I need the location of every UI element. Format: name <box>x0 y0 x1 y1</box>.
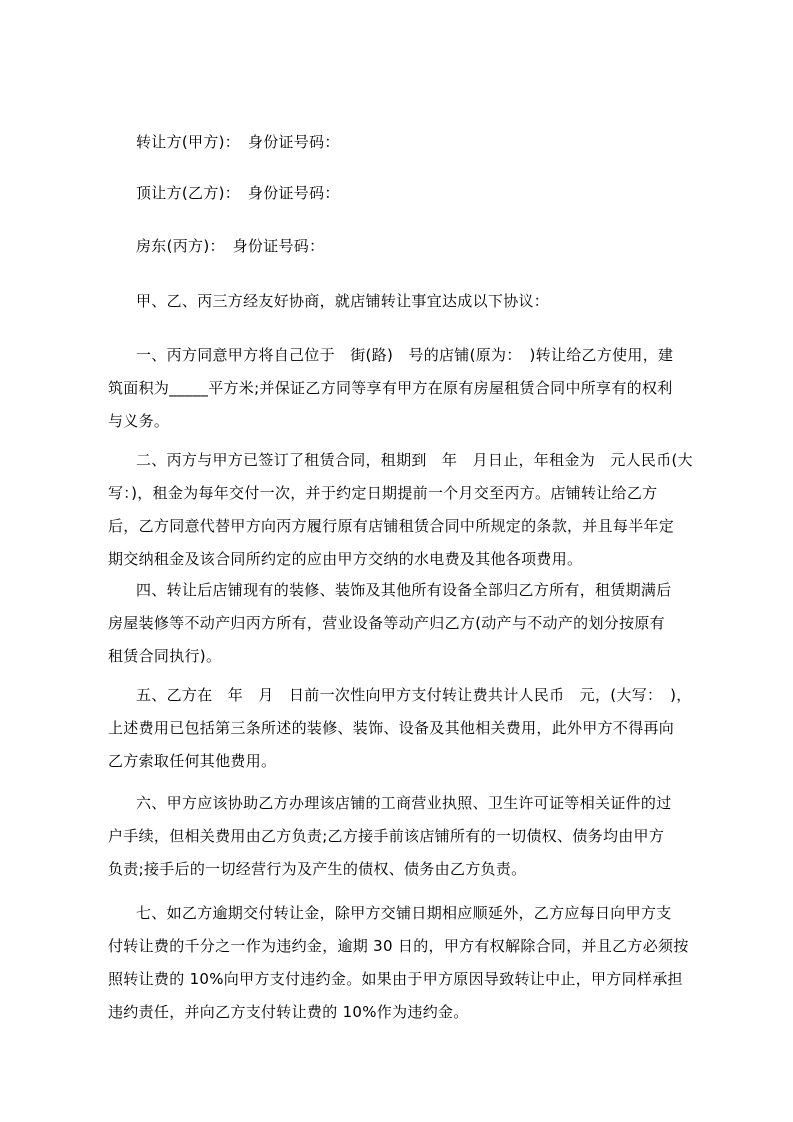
clause-7-line-3: 照转让费的 10%向甲方支付违约金。如果由于甲方原因导致转让中止，甲方同样承担 <box>108 970 683 988</box>
clause-6-line-1: 六、甲方应该协助乙方办理该店铺的工商营业执照、卫生许可证等相关证件的过 <box>136 794 672 812</box>
transferee-line: 顶让方(乙方)： 身份证号码： <box>136 184 340 202</box>
clause-1-line-2: 筑面积为_____平方米;并保证乙方同等享有甲方在原有房屋租赁合同中所享有的权利 <box>108 379 673 397</box>
clause-7 <box>108 903 700 1035</box>
clause-2-line-1: 二、丙方与甲方已签订了租赁合同，租期到 年 月日止，年租金为 元人民币(大 <box>136 451 693 469</box>
clause-7-line-4: 违约责任，并向乙方支付转让费的 10%作为违约金。 <box>108 1003 469 1021</box>
clause-4-line-1: 四、转让后店铺现有的装修、装饰及其他所有设备全部归乙方所有，租赁期满后 <box>136 581 672 599</box>
intro-line: 甲、乙、丙三方经友好协商，就店铺转让事宜达成以下协议： <box>136 292 550 310</box>
clause-1-line-1: 一、丙方同意甲方将自己位于 街(路) 号的店铺(原为： )转让给乙方使用，建 <box>136 346 674 364</box>
transferor-line: 转让方(甲方)： 身份证号码： <box>136 133 340 151</box>
clause-2-line-4: 期交纳租金及该合同所约定的应由甲方交纳的水电费及其他各项费用。 <box>108 550 583 568</box>
clause-5-line-3: 乙方索取任何其他费用。 <box>108 752 277 770</box>
clause-7-line-2: 付转让费的千分之一作为违约金，逾期 30 日的，甲方有权解除合同，并且乙方必须按 <box>108 937 689 955</box>
clause-2-line-2: 写：)，租金为每年交付一次，并于约定日期提前一个月交至丙方。店铺转让给乙方 <box>108 484 658 502</box>
clause-5 <box>108 685 700 784</box>
clause-5-line-1: 五、乙方在 年 月 日前一次性向甲方支付转让费共计人民币 元，(大写： )， <box>136 686 692 704</box>
clause-6 <box>108 793 700 892</box>
clause-4-line-3: 租赁合同执行)。 <box>108 647 222 665</box>
clause-5-line-2: 上述费用已包括第三条所述的装修、装饰、设备及其他相关费用，此外甲方不得再向 <box>108 719 675 737</box>
clause-4-line-2: 房屋装修等不动产归丙方所有，营业设备等动产归乙方(动产与不动产的划分按原有 <box>108 614 665 632</box>
clause-1 <box>108 345 700 444</box>
clause-4 <box>108 580 700 679</box>
landlord-line: 房东(丙方)： 身份证号码： <box>136 237 325 255</box>
clause-1-line-3: 与义务。 <box>108 412 170 430</box>
clause-2-line-3: 后，乙方同意代替甲方向丙方履行原有店铺租赁合同中所规定的条款，并且每半年定 <box>108 517 675 535</box>
clause-2 <box>108 450 700 582</box>
clause-6-line-2: 户手续，但相关费用由乙方负责;乙方接手前该店铺所有的一切债权、债务均由甲方 <box>108 827 665 845</box>
clause-7-line-1: 七、如乙方逾期交付转让金，除甲方交铺日期相应顺延外，乙方应每日向甲方支 <box>136 904 672 922</box>
clause-6-line-3: 负责;接手后的一切经营行为及产生的债权、债务由乙方负责。 <box>108 860 527 878</box>
